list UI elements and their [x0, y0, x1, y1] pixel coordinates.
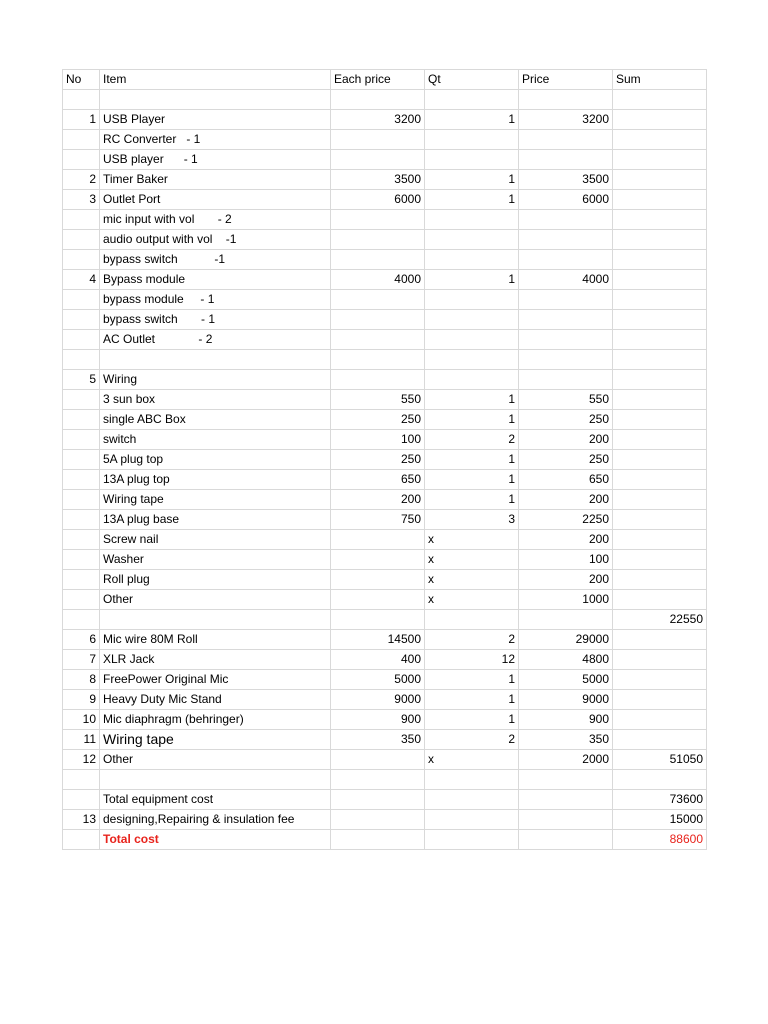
cell-no [63, 770, 100, 790]
cell-qt [425, 770, 519, 790]
cell-price: 6000 [519, 190, 613, 210]
cell-no [63, 510, 100, 530]
cell-sum [613, 210, 707, 230]
cell-price: 550 [519, 390, 613, 410]
cell-sum [613, 630, 707, 650]
cell-qt: x [425, 570, 519, 590]
cell-qt: 1 [425, 170, 519, 190]
cell-item: Wiring tape [100, 490, 331, 510]
cell-sum [613, 90, 707, 110]
table-row [63, 90, 707, 110]
table-row [63, 490, 707, 510]
cell-price: 250 [519, 410, 613, 430]
table-row [63, 250, 707, 270]
cell-each-price [331, 810, 425, 830]
cell-price: 4000 [519, 270, 613, 290]
cell-sum [613, 250, 707, 270]
cell-no: 10 [63, 710, 100, 730]
table-row [63, 370, 707, 390]
cell-sum [613, 710, 707, 730]
cell-price [519, 350, 613, 370]
table-row [63, 430, 707, 450]
table-row [63, 750, 707, 770]
table-row [63, 610, 707, 630]
cell-qt [425, 830, 519, 850]
cell-qt [425, 330, 519, 350]
header-sum: Sum [613, 70, 707, 90]
table-row [63, 590, 707, 610]
table-row [63, 630, 707, 650]
cell-sum [613, 510, 707, 530]
cell-each-price [331, 550, 425, 570]
cell-item: bypass switch -1 [100, 250, 331, 270]
cell-sum [613, 310, 707, 330]
cell-no [63, 450, 100, 470]
table-row [63, 130, 707, 150]
cell-no [63, 490, 100, 510]
cell-sum [613, 590, 707, 610]
cell-price: 200 [519, 530, 613, 550]
table-row [63, 270, 707, 290]
table-row [63, 510, 707, 530]
cell-no [63, 230, 100, 250]
cell-no [63, 570, 100, 590]
cell-sum [613, 390, 707, 410]
cell-sum [613, 350, 707, 370]
cell-sum [613, 770, 707, 790]
cell-no [63, 250, 100, 270]
cell-price [519, 130, 613, 150]
cell-no [63, 590, 100, 610]
cell-no [63, 530, 100, 550]
table-row [63, 310, 707, 330]
cell-each-price [331, 290, 425, 310]
table-row [63, 710, 707, 730]
table-row [63, 170, 707, 190]
cell-sum: 15000 [613, 810, 707, 830]
cell-price [519, 830, 613, 850]
cell-price: 4800 [519, 650, 613, 670]
cell-price [519, 330, 613, 350]
cell-sum [613, 190, 707, 210]
cell-item: Washer [100, 550, 331, 570]
cell-no [63, 350, 100, 370]
cell-no: 3 [63, 190, 100, 210]
header-each-price: Each price [331, 70, 425, 90]
cell-qt [425, 210, 519, 230]
cell-price: 200 [519, 490, 613, 510]
cell-no: 4 [63, 270, 100, 290]
cell-sum [613, 150, 707, 170]
cell-each-price: 9000 [331, 690, 425, 710]
cell-no: 1 [63, 110, 100, 130]
cell-item: Wiring [100, 370, 331, 390]
cell-price [519, 230, 613, 250]
header-price: Price [519, 70, 613, 90]
table-row [63, 650, 707, 670]
cell-price: 9000 [519, 690, 613, 710]
cell-price [519, 290, 613, 310]
cell-qt: x [425, 530, 519, 550]
cell-no [63, 610, 100, 630]
cell-qt: 1 [425, 690, 519, 710]
cell-no [63, 550, 100, 570]
cell-no: 7 [63, 650, 100, 670]
cell-no [63, 210, 100, 230]
cell-each-price: 250 [331, 410, 425, 430]
cell-price [519, 810, 613, 830]
cell-qt [425, 90, 519, 110]
cell-item: AC Outlet - 2 [100, 330, 331, 350]
cell-item: 13A plug top [100, 470, 331, 490]
cell-no: 6 [63, 630, 100, 650]
cell-sum [613, 410, 707, 430]
cell-item: Total cost [100, 830, 331, 850]
cell-price: 900 [519, 710, 613, 730]
cell-price: 29000 [519, 630, 613, 650]
table-row [63, 790, 707, 810]
cell-qt: 1 [425, 190, 519, 210]
cell-item: RC Converter - 1 [100, 130, 331, 150]
table-row [63, 770, 707, 790]
table-row [63, 550, 707, 570]
cell-sum: 51050 [613, 750, 707, 770]
cell-no [63, 430, 100, 450]
cell-each-price [331, 830, 425, 850]
cell-each-price: 750 [331, 510, 425, 530]
cell-item: Mic diaphragm (behringer) [100, 710, 331, 730]
cell-each-price [331, 330, 425, 350]
cell-each-price [331, 790, 425, 810]
cell-price: 2250 [519, 510, 613, 530]
cell-item: Screw nail [100, 530, 331, 550]
cell-sum [613, 690, 707, 710]
cell-price: 200 [519, 430, 613, 450]
cell-each-price [331, 530, 425, 550]
cell-qt [425, 230, 519, 250]
cell-no [63, 390, 100, 410]
cell-item: bypass switch - 1 [100, 310, 331, 330]
table-row [63, 690, 707, 710]
cell-sum [613, 670, 707, 690]
table-row [63, 410, 707, 430]
cell-each-price [331, 210, 425, 230]
cell-sum: 88600 [613, 830, 707, 850]
cell-each-price: 400 [331, 650, 425, 670]
cell-no [63, 310, 100, 330]
cell-qt: 12 [425, 650, 519, 670]
cell-each-price: 650 [331, 470, 425, 490]
cell-no: 11 [63, 730, 100, 750]
cell-price: 5000 [519, 670, 613, 690]
cell-qt: 1 [425, 410, 519, 430]
cell-sum [613, 370, 707, 390]
cell-qt [425, 310, 519, 330]
cell-price: 350 [519, 730, 613, 750]
cell-each-price [331, 230, 425, 250]
cell-item: mic input with vol - 2 [100, 210, 331, 230]
cell-qt: 3 [425, 510, 519, 530]
cell-sum: 22550 [613, 610, 707, 630]
cell-each-price: 250 [331, 450, 425, 470]
cell-item [100, 610, 331, 630]
cell-item: Bypass module [100, 270, 331, 290]
table-row [63, 470, 707, 490]
cell-each-price [331, 590, 425, 610]
cell-item: designing,Repairing & insulation fee [100, 810, 331, 830]
table-row [63, 290, 707, 310]
cell-sum [613, 290, 707, 310]
table-body [63, 90, 707, 850]
cell-each-price: 550 [331, 390, 425, 410]
cell-price [519, 210, 613, 230]
cell-each-price [331, 610, 425, 630]
table-row [63, 810, 707, 830]
cell-item [100, 90, 331, 110]
cell-sum [613, 490, 707, 510]
cell-no [63, 130, 100, 150]
cell-item: Mic wire 80M Roll [100, 630, 331, 650]
cell-each-price [331, 250, 425, 270]
cell-item: XLR Jack [100, 650, 331, 670]
cell-no [63, 290, 100, 310]
cell-qt: 2 [425, 430, 519, 450]
cost-spreadsheet [62, 69, 707, 850]
table-row [63, 210, 707, 230]
cell-qt [425, 610, 519, 630]
cell-sum [613, 730, 707, 750]
cell-no: 9 [63, 690, 100, 710]
cell-each-price [331, 150, 425, 170]
cell-price: 100 [519, 550, 613, 570]
table-row [63, 190, 707, 210]
cell-sum [613, 430, 707, 450]
cell-sum: 73600 [613, 790, 707, 810]
cell-each-price [331, 130, 425, 150]
cell-item: 5A plug top [100, 450, 331, 470]
cell-each-price: 100 [331, 430, 425, 450]
cell-no [63, 790, 100, 810]
cell-qt: 1 [425, 670, 519, 690]
cell-each-price: 3500 [331, 170, 425, 190]
cell-qt: 1 [425, 270, 519, 290]
cell-no: 13 [63, 810, 100, 830]
cell-price: 200 [519, 570, 613, 590]
table-row [63, 670, 707, 690]
table-row [63, 150, 707, 170]
table-row [63, 570, 707, 590]
cell-sum [613, 450, 707, 470]
cell-no [63, 830, 100, 850]
cell-item: bypass module - 1 [100, 290, 331, 310]
cell-price: 250 [519, 450, 613, 470]
cell-price [519, 150, 613, 170]
cell-item: Timer Baker [100, 170, 331, 190]
cell-item: 13A plug base [100, 510, 331, 530]
cell-price [519, 770, 613, 790]
cell-item: audio output with vol -1 [100, 230, 331, 250]
cell-each-price: 4000 [331, 270, 425, 290]
cell-each-price: 350 [331, 730, 425, 750]
cell-qt: 1 [425, 710, 519, 730]
cell-each-price: 14500 [331, 630, 425, 650]
cell-price [519, 90, 613, 110]
cell-price [519, 310, 613, 330]
cell-each-price: 3200 [331, 110, 425, 130]
cell-no [63, 410, 100, 430]
table-row [63, 530, 707, 550]
cell-qt [425, 810, 519, 830]
cell-qt [425, 250, 519, 270]
cell-no: 2 [63, 170, 100, 190]
cell-no [63, 330, 100, 350]
cell-sum [613, 270, 707, 290]
cell-qt: 1 [425, 110, 519, 130]
cell-no [63, 150, 100, 170]
cell-each-price [331, 350, 425, 370]
cell-qt: 1 [425, 470, 519, 490]
cell-price: 1000 [519, 590, 613, 610]
cell-no: 8 [63, 670, 100, 690]
cell-sum [613, 530, 707, 550]
table-row [63, 230, 707, 250]
cell-each-price: 6000 [331, 190, 425, 210]
cell-no [63, 470, 100, 490]
cell-item: Other [100, 590, 331, 610]
cell-each-price [331, 750, 425, 770]
cell-each-price: 200 [331, 490, 425, 510]
cell-item: USB player - 1 [100, 150, 331, 170]
cell-sum [613, 170, 707, 190]
cell-qt: x [425, 750, 519, 770]
cell-item: single ABC Box [100, 410, 331, 430]
cell-price: 3500 [519, 170, 613, 190]
cell-sum [613, 130, 707, 150]
cell-item: Heavy Duty Mic Stand [100, 690, 331, 710]
cell-no: 12 [63, 750, 100, 770]
table-row [63, 450, 707, 470]
cell-qt: 2 [425, 730, 519, 750]
cell-price: 3200 [519, 110, 613, 130]
header-row [63, 70, 707, 90]
cell-item: Outlet Port [100, 190, 331, 210]
cell-price: 2000 [519, 750, 613, 770]
cell-each-price [331, 370, 425, 390]
cell-price [519, 610, 613, 630]
cell-price [519, 790, 613, 810]
cell-qt: 1 [425, 450, 519, 470]
total-cost-row [63, 830, 707, 850]
cell-price [519, 250, 613, 270]
cell-item: Roll plug [100, 570, 331, 590]
cell-each-price [331, 310, 425, 330]
cell-qt [425, 290, 519, 310]
cell-sum [613, 550, 707, 570]
cell-each-price: 900 [331, 710, 425, 730]
cell-qt: x [425, 550, 519, 570]
cell-sum [613, 330, 707, 350]
table-row [63, 350, 707, 370]
table-row [63, 390, 707, 410]
cell-sum [613, 570, 707, 590]
cell-sum [613, 470, 707, 490]
cell-each-price [331, 570, 425, 590]
header-item: Item [100, 70, 331, 90]
cell-item [100, 770, 331, 790]
cell-qt [425, 350, 519, 370]
cell-qt: 2 [425, 630, 519, 650]
cell-no [63, 90, 100, 110]
cell-item: Other [100, 750, 331, 770]
cell-sum [613, 110, 707, 130]
cell-item: USB Player [100, 110, 331, 130]
cell-qt [425, 150, 519, 170]
cell-qt [425, 130, 519, 150]
table-row [63, 730, 707, 750]
cell-qt [425, 370, 519, 390]
cell-sum [613, 230, 707, 250]
cell-price [519, 370, 613, 390]
cell-sum [613, 650, 707, 670]
cell-each-price [331, 90, 425, 110]
table-row [63, 110, 707, 130]
cell-qt: x [425, 590, 519, 610]
cell-no: 5 [63, 370, 100, 390]
cell-item: 3 sun box [100, 390, 331, 410]
cell-each-price: 5000 [331, 670, 425, 690]
cell-price: 650 [519, 470, 613, 490]
cell-item: switch [100, 430, 331, 450]
cell-item: FreePower Original Mic [100, 670, 331, 690]
cell-qt: 1 [425, 490, 519, 510]
cell-item: Wiring tape [100, 730, 331, 750]
cell-qt [425, 790, 519, 810]
table-row [63, 330, 707, 350]
header-qt: Qt [425, 70, 519, 90]
header-no: No [63, 70, 100, 90]
cell-item [100, 350, 331, 370]
cell-item: Total equipment cost [100, 790, 331, 810]
cell-each-price [331, 770, 425, 790]
cell-qt: 1 [425, 390, 519, 410]
